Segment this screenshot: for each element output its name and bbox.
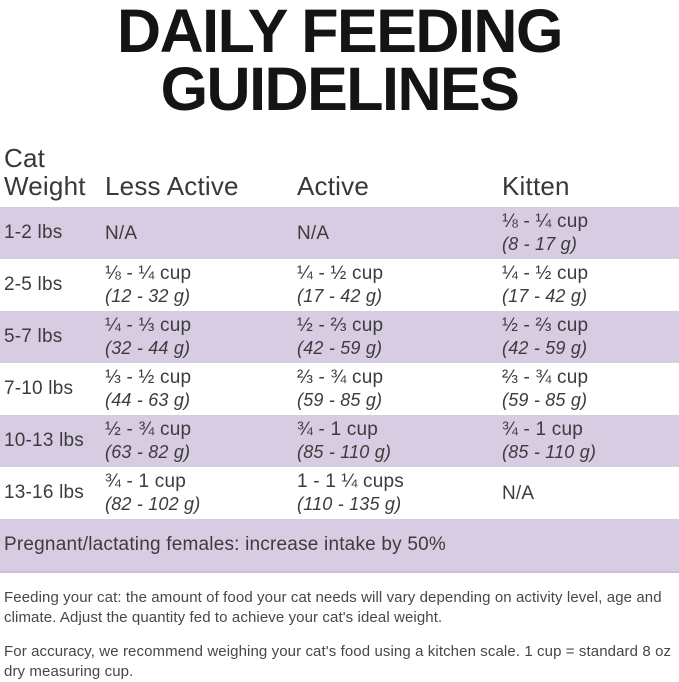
grams-value: (85 - 110 g) xyxy=(502,442,597,462)
grams-value: (59 - 85 g) xyxy=(297,390,383,410)
column-header-less-active: Less Active xyxy=(105,171,239,201)
less-active-cell xyxy=(105,314,297,360)
cups-value: 1 - 1 ¼ cups xyxy=(297,471,404,492)
table-row xyxy=(0,259,679,311)
table-row xyxy=(0,467,679,519)
less-active-cell xyxy=(105,470,297,516)
pregnant-note-text: Pregnant/lactating females: increase intake by 50% xyxy=(4,534,446,555)
table-row xyxy=(0,363,679,415)
cups-value: ¾ - 1 cup xyxy=(105,471,187,492)
page-title-line2: GUIDELINES xyxy=(160,55,519,123)
cups-value: ⅔ - ¾ cup xyxy=(297,367,384,388)
cups-value: ¾ - 1 cup xyxy=(297,419,379,440)
kitten-cell xyxy=(502,262,679,308)
kitten-cell xyxy=(502,482,679,505)
pregnant-note-banner xyxy=(0,519,679,573)
grams-value: (63 - 82 g) xyxy=(105,442,191,462)
table-header-row xyxy=(0,144,679,200)
grams-value: (32 - 44 g) xyxy=(105,338,191,358)
less-active-cell xyxy=(105,418,297,464)
cups-value: ⅛ - ¼ cup xyxy=(105,263,192,284)
table-row xyxy=(0,415,679,467)
cups-value: N/A xyxy=(297,222,330,244)
cups-value: N/A xyxy=(105,222,138,244)
less-active-cell xyxy=(105,262,297,308)
cat-weight-cell: 7-10 lbs xyxy=(4,378,74,399)
column-header-active: Active xyxy=(297,171,370,201)
page-title-line1: DAILY FEEDING xyxy=(117,0,562,65)
kitten-cell xyxy=(502,366,679,412)
grams-value: (59 - 85 g) xyxy=(502,390,588,410)
active-cell xyxy=(297,262,502,308)
kitten-cell xyxy=(502,418,679,464)
cups-value: ½ - ⅔ cup xyxy=(297,315,384,336)
grams-value: (44 - 63 g) xyxy=(105,390,191,410)
column-header-cat-weight: Cat Weight xyxy=(4,143,86,201)
grams-value: (17 - 42 g) xyxy=(297,286,383,306)
table-row xyxy=(0,207,679,259)
grams-value: (42 - 59 g) xyxy=(297,338,383,358)
less-active-cell xyxy=(105,366,297,412)
active-cell xyxy=(297,418,502,464)
cat-weight-cell: 10-13 lbs xyxy=(4,430,84,451)
kitten-cell xyxy=(502,210,679,256)
cups-value: ⅓ - ½ cup xyxy=(105,367,192,388)
table-row xyxy=(0,311,679,363)
cat-weight-cell: 1-2 lbs xyxy=(4,222,63,243)
grams-value: (12 - 32 g) xyxy=(105,286,191,306)
active-cell xyxy=(297,314,502,360)
grams-value: (8 - 17 g) xyxy=(502,234,578,254)
less-active-cell xyxy=(105,222,297,245)
cups-value: ¼ - ½ cup xyxy=(297,263,384,284)
page-title xyxy=(0,0,679,123)
kitten-cell xyxy=(502,314,679,360)
cups-value: ⅔ - ¾ cup xyxy=(502,367,589,388)
cups-value: ¼ - ⅓ cup xyxy=(105,315,192,336)
cat-weight-cell: 5-7 lbs xyxy=(4,326,63,347)
column-header-kitten: Kitten xyxy=(502,171,570,201)
cups-value: ½ - ¾ cup xyxy=(105,419,192,440)
cups-value: ½ - ⅔ cup xyxy=(502,315,589,336)
cups-value: ⅛ - ¼ cup xyxy=(502,211,589,232)
cups-value: ¾ - 1 cup xyxy=(502,419,584,440)
active-cell xyxy=(297,222,502,245)
feeding-note: Feeding your cat: the amount of food your cat needs will vary depending on activity level, age and climate. Adjust the quantity fed to achieve your cat's ideal weight. xyxy=(4,589,662,626)
grams-value: (42 - 59 g) xyxy=(502,338,588,358)
grams-value: (110 - 135 g) xyxy=(297,494,402,514)
grams-value: (85 - 110 g) xyxy=(297,442,392,462)
cups-value: ¼ - ½ cup xyxy=(502,263,589,284)
accuracy-note: For accuracy, we recommend weighing your cat's food using a kitchen scale. 1 cup = standard 8 oz dry measuring cup. xyxy=(4,643,672,680)
cat-weight-cell: 2-5 lbs xyxy=(4,274,63,295)
active-cell xyxy=(297,470,502,516)
active-cell xyxy=(297,366,502,412)
cups-value: N/A xyxy=(502,482,535,504)
cat-weight-cell: 13-16 lbs xyxy=(4,482,84,503)
grams-value: (82 - 102 g) xyxy=(105,494,201,514)
grams-value: (17 - 42 g) xyxy=(502,286,588,306)
